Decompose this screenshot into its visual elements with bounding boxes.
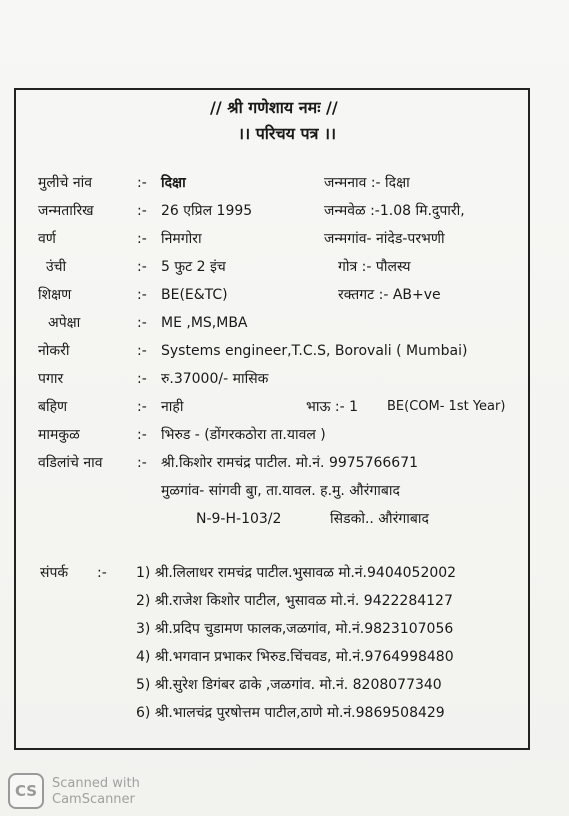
expectation-value: ME ,MS,MBA — [161, 315, 248, 331]
girl-name-label: मुलीचे नांव — [38, 175, 93, 191]
contact-item: 5) श्री.सुरेश डिगंबर ढाके ,जळगांव. मो.नं. 8208077340 — [136, 677, 442, 693]
complexion-separator: :- — [137, 231, 147, 247]
invocation-heading: // श्री गणेशाय नमः // — [210, 98, 338, 117]
job-separator: :- — [137, 343, 147, 359]
brother-education: BE(COM- 1st Year) — [387, 399, 506, 414]
expectation-label: अपेक्षा — [48, 315, 81, 331]
girl-name-separator: :- — [137, 175, 147, 191]
birth-place: जन्मगांव- नांदेड-परभणी — [324, 231, 445, 247]
height-value: 5 फुट 2 इंच — [161, 259, 226, 275]
dob-separator: :- — [137, 203, 147, 219]
contact-separator: :- — [97, 565, 107, 581]
education-label: शिक्षण — [38, 287, 72, 303]
salary-value: रु.37000/- मासिक — [161, 371, 269, 387]
maternal-uncle-label: मामकुळ — [38, 427, 80, 443]
contact-item: 1) श्री.लिलाधर रामचंद्र पाटील.भुसावळ मो.नं.9404052002 — [136, 565, 457, 581]
job-label: नोकरी — [38, 343, 70, 359]
expectation-separator: :- — [137, 315, 147, 331]
maternal-uncle-separator: :- — [137, 427, 147, 443]
brother-count: भाऊ :- 1 — [306, 399, 359, 415]
height-separator: :- — [137, 259, 147, 275]
contact-item: 4) श्री.भगवान प्रभाकर भिरुड.चिंचवड, मो.नं.9764998480 — [136, 649, 454, 665]
blood-group: रक्तगट :- AB+ve — [338, 287, 441, 303]
contact-item: 6) श्री.भालचंद्र पुरषोत्तम पाटील,ठाणे मो.नं.9869508429 — [136, 705, 445, 721]
birth-time: जन्मवेळ :-1.08 मि.दुपारी, — [324, 203, 465, 219]
camscanner-text: CamScanner — [52, 792, 135, 807]
sister-separator: :- — [137, 399, 147, 415]
complexion-label: वर्ण — [38, 231, 56, 247]
sister-label: बहिण — [38, 399, 68, 415]
camscanner-logo-icon: CS — [8, 773, 44, 809]
native-address: मुळगांव- सांगवी बुा, ता.यावल. ह.मु. औरंगाबाद — [161, 483, 400, 499]
scanned-with-text: Scanned with — [52, 776, 140, 791]
father-name-value: श्री.किशोर रामचंद्र पाटील. मो.नं. 9975766671 — [161, 455, 419, 471]
father-name-separator: :- — [137, 455, 147, 471]
father-name-label: वडिलांचे नाव — [38, 455, 103, 471]
maternal-uncle-value: भिरुड - (डोंगरकठोरा ता.यावल ) — [161, 427, 326, 443]
education-separator: :- — [137, 287, 147, 303]
gotra: गोत्र :- पौलस्य — [338, 259, 411, 275]
education-value: BE(E&TC) — [161, 287, 228, 303]
page-title: ।। परिचय पत्र ।। — [238, 124, 337, 143]
salary-separator: :- — [137, 371, 147, 387]
height-label: उंची — [46, 259, 67, 275]
job-value: Systems engineer,T.C.S, Borovali ( Mumbai) — [161, 343, 468, 359]
birth-name: जन्मनाव :- दिक्षा — [324, 175, 410, 191]
contact-item: 3) श्री.प्रदिप चुडामण फालक,जळगांव, मो.नं.9823107056 — [136, 621, 454, 637]
girl-name-value: दिक्षा — [161, 175, 186, 191]
dob-value: 26 एप्रिल 1995 — [161, 203, 253, 219]
address-house: N-9-H-103/2 — [196, 511, 282, 527]
salary-label: पगार — [38, 371, 64, 387]
contact-item: 2) श्री.राजेश किशोर पाटील, भुसावळ मो.नं. 9422284127 — [136, 593, 453, 609]
contact-label: संपर्क — [40, 565, 69, 581]
dob-label: जन्मतारिख — [38, 203, 94, 219]
address-area: सिडको.. औरंगाबाद — [330, 511, 429, 527]
complexion-value: निमगोरा — [161, 231, 202, 247]
sister-value: नाही — [161, 399, 184, 415]
